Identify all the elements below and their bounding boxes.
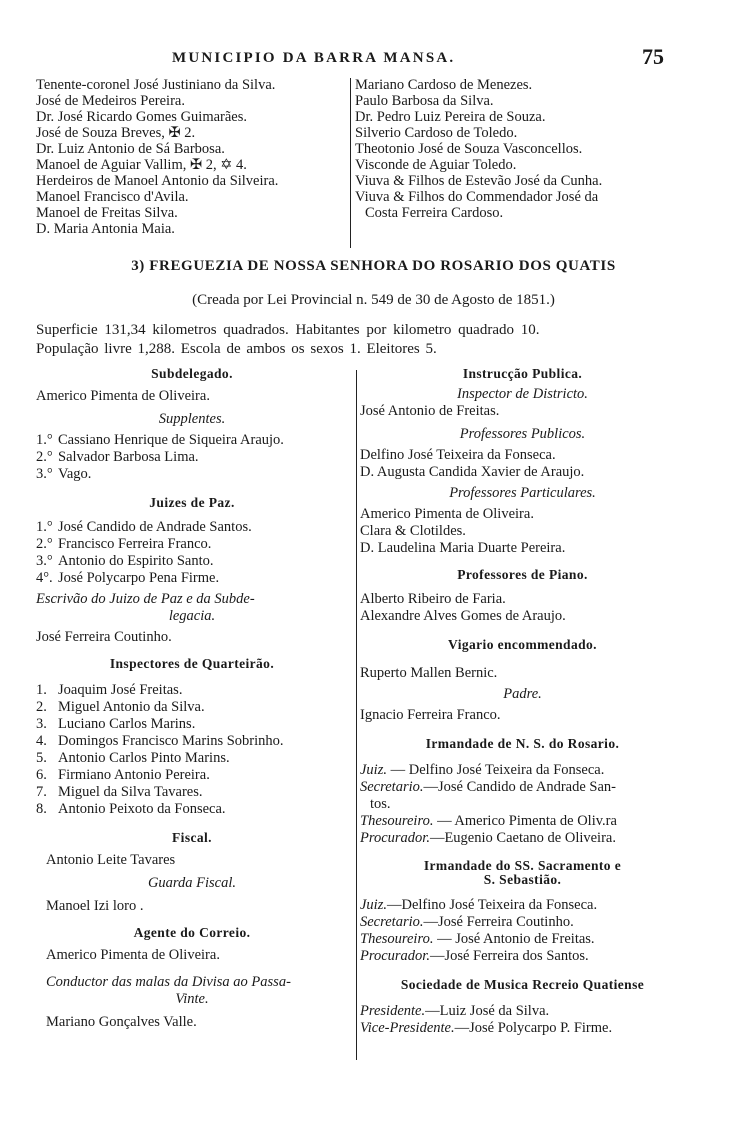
list-item: Viuva & Filhos de Estevão José da Cunha. <box>355 173 603 189</box>
item-name: Luciano Carlos Marins. <box>58 716 196 732</box>
column-divider-main <box>356 370 357 1060</box>
item-name: Joaquim José Freitas. <box>58 682 183 698</box>
role-label: Thesoureiro. <box>360 931 434 947</box>
list-item <box>360 914 685 931</box>
padre-heading: Padre. <box>503 686 542 702</box>
role-name: —Luiz José da Silva. <box>425 1003 550 1019</box>
instrucao-heading: Instrucção Publica. <box>462 366 583 381</box>
list-item <box>36 570 348 587</box>
list-item: D. Laudelina Maria Duarte Pereira. <box>360 540 566 556</box>
section-created-note: (Creada por Lei Provincial n. 549 de 30 de Agosto de 1851.) <box>192 292 555 308</box>
list-item: Dr. Pedro Luiz Pereira de Souza. <box>355 109 546 125</box>
list-item <box>360 1003 685 1020</box>
list-item: Alexandre Alves Gomes de Araujo. <box>360 608 566 624</box>
escrivao-heading-cont: legacia. <box>168 608 216 624</box>
role-name: —José Ferreira dos Santos. <box>429 948 589 964</box>
list-item: José de Souza Breves, ✠ 2. <box>36 125 196 141</box>
role-label: Thesoureiro. <box>360 813 434 829</box>
page-number: 75 <box>642 44 664 69</box>
item-number: 1.° <box>36 519 53 535</box>
list-item <box>36 767 348 784</box>
list-item: D. Augusta Candida Xavier de Araujo. <box>360 464 585 480</box>
list-item <box>36 699 348 716</box>
list-item: Costa Ferreira Cardoso. <box>365 205 504 221</box>
list-item <box>36 733 348 750</box>
item-number: 5. <box>36 750 47 766</box>
guarda-name: Manoel Izi loro . <box>46 898 144 914</box>
list-item: Paulo Barbosa da Silva. <box>355 93 494 109</box>
sacramento-heading-cont: S. Sebastião. <box>483 872 562 887</box>
vigario-name: Ruperto Mallen Bernic. <box>360 665 498 681</box>
item-name: José Polycarpo Pena Firme. <box>58 570 220 586</box>
item-name: Antonio Carlos Pinto Marins. <box>58 750 230 766</box>
list-item: Viuva & Filhos do Commendador José da <box>355 189 599 205</box>
escrivao-heading: Escrivão do Juizo de Paz e da Subde- <box>36 591 255 607</box>
item-number: 4. <box>36 733 47 749</box>
list-item <box>360 897 685 914</box>
list-item <box>36 801 348 818</box>
list-item: Manoel Francisco d'Avila. <box>36 189 189 205</box>
list-item <box>360 762 685 779</box>
item-name: Firmiano Antonio Pereira. <box>58 767 210 783</box>
list-item <box>36 784 348 801</box>
item-name: Domingos Francisco Marins Sobrinho. <box>58 733 284 749</box>
section-stats-line: População livre 1,288. Escola de ambos os sexos 1. Eleitores 5. <box>36 341 437 357</box>
conductor-name: Mariano Gonçalves Valle. <box>46 1014 197 1030</box>
role-name: — José Antonio de Freitas. <box>433 931 595 947</box>
item-name: Antonio Peixoto da Fonseca. <box>58 801 226 817</box>
list-item: José de Medeiros Pereira. <box>36 93 185 109</box>
item-number: 1. <box>36 682 47 698</box>
list-item: Manoel de Freitas Silva. <box>36 205 178 221</box>
conductor-heading: Conductor das malas da Divisa ao Passa- <box>46 974 291 990</box>
item-number: 4°. <box>36 570 53 586</box>
role-name: —José Polycarpo P. Firme. <box>454 1020 613 1036</box>
item-name: Francisco Ferreira Franco. <box>58 536 212 552</box>
running-head <box>0 44 747 72</box>
role-name: tos. <box>370 796 391 812</box>
list-item <box>36 750 348 767</box>
top-right-list <box>355 77 695 221</box>
musica-heading: Sociedade de Musica Recreio Quatiense <box>400 977 645 992</box>
list-item <box>360 931 685 948</box>
role-label: Juiz. <box>360 897 387 913</box>
item-number: 2.° <box>36 536 53 552</box>
list-item: Manoel de Aguiar Vallim, ✠ 2, ✡ 4. <box>36 157 247 173</box>
list-item <box>36 536 348 553</box>
list-item <box>36 449 348 466</box>
item-name: Antonio do Espirito Santo. <box>58 553 214 569</box>
right-column <box>360 366 685 1037</box>
item-name: Vago. <box>58 466 92 482</box>
column-divider-top <box>350 78 351 248</box>
list-item: Theotonio José de Souza Vasconcellos. <box>355 141 583 157</box>
running-head-title: MUNICIPIO DA BARRA MANSA. <box>172 50 456 66</box>
list-item: Visconde de Aguiar Toledo. <box>355 157 517 173</box>
list-item: Delfino José Teixeira da Fonseca. <box>360 447 556 463</box>
role-name: —José Candido de Andrade San- <box>423 779 616 795</box>
role-label: Vice-Presidente. <box>360 1020 455 1036</box>
list-item <box>36 466 348 483</box>
item-name: Miguel da Silva Tavares. <box>58 784 203 800</box>
role-label: Secretario. <box>360 914 424 930</box>
list-item: Dr. José Ricardo Gomes Guimarães. <box>36 109 248 125</box>
inspector-name: José Antonio de Freitas. <box>360 403 500 419</box>
role-name: — Americo Pimenta de Oliv.ra <box>433 813 617 829</box>
list-item <box>360 779 685 796</box>
list-item: Alberto Ribeiro de Faria. <box>360 591 506 607</box>
list-item: D. Maria Antonia Maia. <box>36 221 175 237</box>
piano-heading: Professores de Piano. <box>457 567 588 582</box>
list-item: Mariano Cardoso de Menezes. <box>355 77 533 93</box>
item-name: Salvador Barbosa Lima. <box>58 449 199 465</box>
item-name: José Candido de Andrade Santos. <box>58 519 252 535</box>
subdelegado-heading: Subdelegado. <box>151 366 233 381</box>
list-item: Herdeiros de Manoel Antonio da Silveira. <box>36 173 279 189</box>
role-name: — Delfino José Teixeira da Fonseca. <box>386 762 605 778</box>
fiscal-name: Antonio Leite Tavares <box>46 852 176 868</box>
vigario-heading: Vigario encommendado. <box>448 637 597 652</box>
role-name: —José Ferreira Coutinho. <box>423 914 574 930</box>
list-item: Tenente-coronel José Justiniano da Silva. <box>36 77 276 93</box>
juizes-heading: Juizes de Paz. <box>149 495 235 510</box>
role-label: Procurador. <box>360 948 430 964</box>
list-item <box>360 796 685 813</box>
list-item: Dr. Luiz Antonio de Sá Barbosa. <box>36 141 225 157</box>
item-number: 1.° <box>36 432 53 448</box>
role-label: Presidente. <box>360 1003 426 1019</box>
role-name: —Delfino José Teixeira da Fonseca. <box>386 897 598 913</box>
prof-particulares-heading: Professores Particulares. <box>449 485 596 501</box>
item-number: 7. <box>36 784 47 800</box>
list-item <box>36 716 348 733</box>
item-number: 8. <box>36 801 47 817</box>
list-item <box>36 432 348 449</box>
item-name: Miguel Antonio da Silva. <box>58 699 205 715</box>
section-stats-line: Superficie 131,34 kilometros quadrados. Habitantes por kilometro quadrado 10. <box>36 322 540 338</box>
list-item <box>36 682 348 699</box>
padre-name: Ignacio Ferreira Franco. <box>360 707 501 723</box>
list-item: Clara & Clotildes. <box>360 523 466 539</box>
role-label: Secretario. <box>360 779 424 795</box>
list-item <box>36 519 348 536</box>
agente-name: Americo Pimenta de Oliveira. <box>46 947 220 963</box>
list-item <box>360 813 685 830</box>
item-number: 3. <box>36 716 47 732</box>
guarda-heading: Guarda Fiscal. <box>147 875 237 891</box>
list-item: Americo Pimenta de Oliveira. <box>360 506 534 522</box>
agente-heading: Agente do Correio. <box>133 925 251 940</box>
list-item <box>360 1020 685 1037</box>
sacramento-heading: Irmandade do SS. Sacramento e <box>423 858 622 873</box>
prof-publicos-heading: Professores Publicos. <box>459 426 586 442</box>
role-name: —Eugenio Caetano de Oliveira. <box>429 830 616 846</box>
inspector-heading: Inspector de Districto. <box>457 386 588 402</box>
list-item <box>360 948 685 965</box>
left-column <box>36 366 348 1031</box>
supplentes-heading: Supplentes. <box>158 411 226 427</box>
escrivao-name: José Ferreira Coutinho. <box>36 629 172 645</box>
item-number: 2.° <box>36 449 53 465</box>
section-title: 3) FREGUEZIA DE NOSSA SENHORA DO ROSARIO DOS QUATIS <box>131 258 616 274</box>
list-item <box>360 830 685 847</box>
item-name: Cassiano Henrique de Siqueira Araujo. <box>58 432 284 448</box>
item-number: 3.° <box>36 553 53 569</box>
fiscal-heading: Fiscal. <box>172 830 212 845</box>
item-number: 3.° <box>36 466 53 482</box>
list-item: Silverio Cardoso de Toledo. <box>355 125 518 141</box>
subdelegado-name: Americo Pimenta de Oliveira. <box>36 388 210 404</box>
top-left-list <box>36 77 350 237</box>
role-label: Juiz. <box>360 762 387 778</box>
rosario-heading: Irmandade de N. S. do Rosario. <box>425 736 620 751</box>
role-label: Procurador. <box>360 830 430 846</box>
list-item <box>36 553 348 570</box>
inspectores-heading: Inspectores de Quarteirão. <box>109 656 275 671</box>
item-number: 6. <box>36 767 47 783</box>
item-number: 2. <box>36 699 47 715</box>
conductor-heading-cont: Vinte. <box>175 991 209 1007</box>
